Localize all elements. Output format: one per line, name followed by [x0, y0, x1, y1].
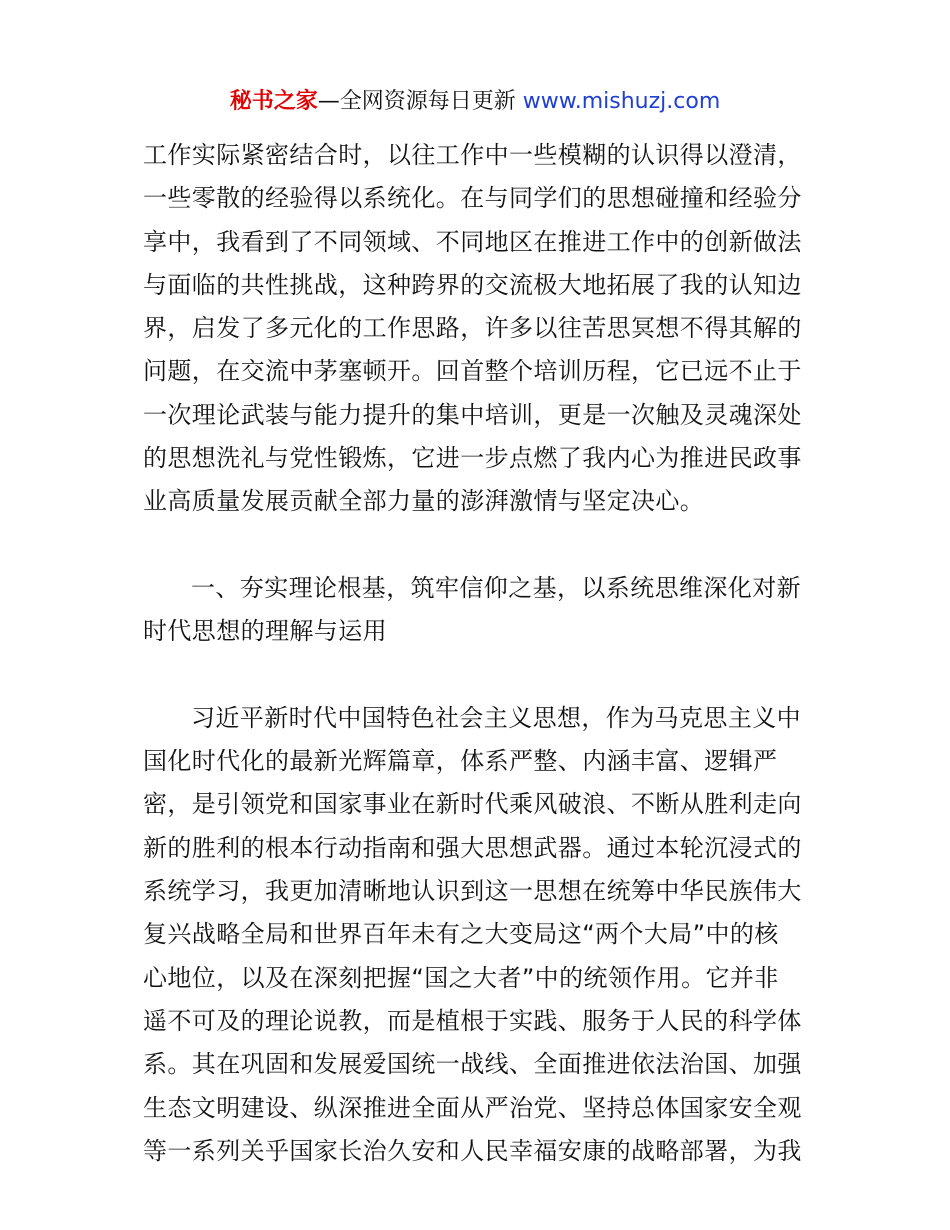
text-line: 界，启发了多元化的工作思路，许多以往苦思冥想不得其解的 — [143, 314, 802, 343]
text-line: 密，是引领党和国家事业在新时代乘风破浪、不断从胜利走向 — [143, 790, 802, 819]
site-header — [0, 86, 950, 118]
paragraph-gap — [143, 654, 815, 697]
text-line: 系统学习，我更加清晰地认识到这一思想在统筹中华民族伟大 — [143, 877, 802, 906]
section-heading-line: 一、夯实理论根基，筑牢信仰之基，以系统思维深化对新 — [191, 573, 801, 602]
text-line: 业高质量发展贡献全部力量的澎湃激情与坚定决心。 — [143, 487, 705, 516]
site-brand: 秘书之家 — [229, 89, 318, 114]
text-line: 享中，我看到了不同领域、不同地区在推进工作中的创新做法 — [143, 227, 802, 256]
site-url-link[interactable]: www.mishuzj.com — [522, 89, 721, 114]
text-line: 系。其在巩固和发展爱国统一战线、全面推进依法治国、加强 — [143, 1050, 802, 1079]
text-line: 工作实际紧密结合时，以往工作中一些模糊的认识得以澄清， — [143, 141, 802, 169]
text-line: 新的胜利的根本行动指南和强大思想武器。通过本轮沉浸式的 — [143, 833, 802, 862]
text-line: 问题，在交流中茅塞顿开。回首整个培训历程，它已远不止于 — [143, 357, 802, 386]
text-line: 一些零散的经验得以系统化。在与同学们的思想碰撞和经验分 — [143, 184, 802, 213]
text-line: 生态文明建设、纵深推进全面从严治党、坚持总体国家安全观 — [143, 1093, 802, 1122]
text-line: 国化时代化的最新光辉篇章，体系严整、内涵丰富、逻辑严 — [143, 747, 778, 776]
text-line: 与面临的共性挑战，这种跨界的交流极大地拓展了我的认知边 — [143, 270, 802, 299]
text-line: 习近平新时代中国特色社会主义思想，作为马克思主义中 — [191, 703, 801, 732]
text-line: 一次理论武装与能力提升的集中培训，更是一次触及灵魂深处 — [143, 400, 802, 429]
text-line: 复兴战略全局和世界百年未有之大变局这“两个大局”中的核 — [143, 920, 779, 949]
text-line: 遥不可及的理论说教，而是植根于实践、服务于人民的科学体 — [143, 1006, 802, 1035]
text-line: 的思想洗礼与党性锻炼，它进一步点燃了我内心为推进民政事 — [143, 444, 802, 473]
document-body — [143, 134, 815, 1173]
text-line: 心地位，以及在深刻把握“国之大者”中的统领作用。它并非 — [143, 963, 779, 992]
text-line: 等一系列关乎国家长治久安和人民幸福安康的战略部署，为我 — [143, 1136, 802, 1165]
section-heading-line: 时代思想的理解与运用 — [143, 617, 387, 646]
paragraph-gap — [143, 524, 815, 567]
site-tagline: —全网资源每日更新 — [317, 89, 523, 114]
